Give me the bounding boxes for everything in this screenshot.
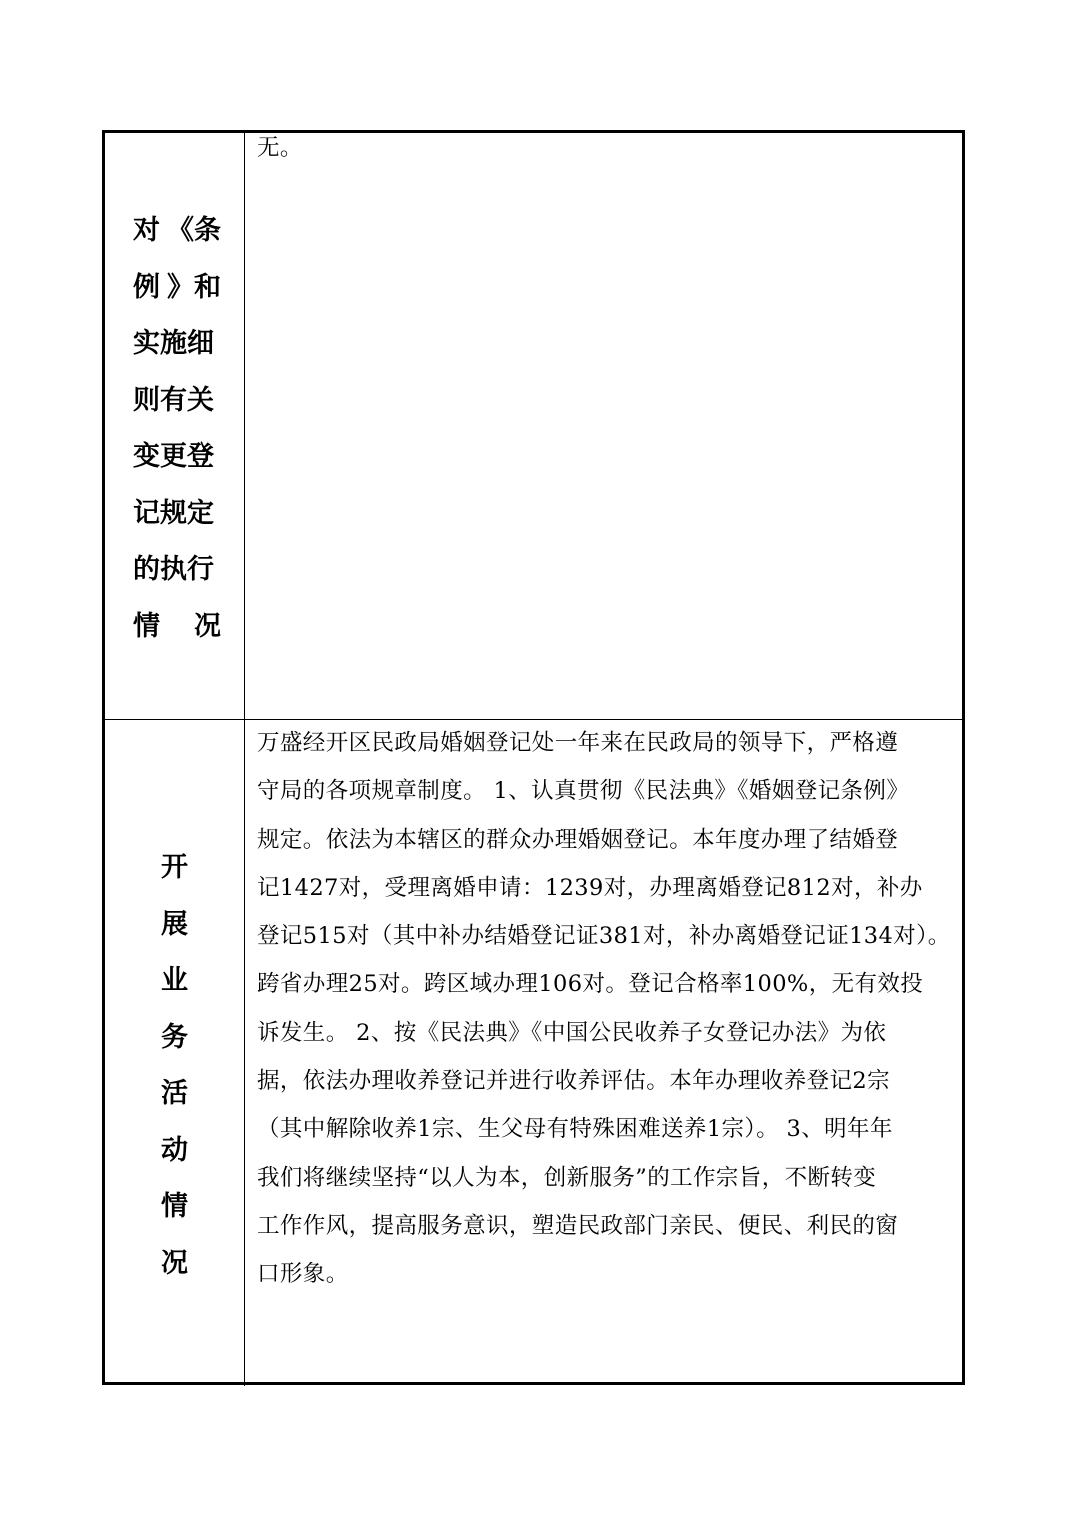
- heading-line: [133, 316, 221, 373]
- heading-char: 务: [161, 1021, 188, 1053]
- heading-line: [133, 429, 221, 486]
- heading-text: 实施细: [133, 328, 214, 359]
- content-cell-business-activities: [245, 720, 962, 1386]
- text-line: 跨省办理25对。跨区域办理106对。登记合格率100%，无有效投: [257, 971, 924, 998]
- text-line: 无。: [257, 135, 303, 161]
- heading-line: [133, 373, 221, 430]
- heading-text: 变更登: [133, 441, 214, 472]
- text-line: 规定。依法为本辖区的群众办理婚姻登记。本年度办理了结婚登: [257, 826, 899, 853]
- heading-text: 《条: [167, 215, 221, 246]
- text-line: 登记515对（其中补办结婚登记证381对，补办离婚登记证134对）。: [257, 923, 951, 950]
- heading-char: 展: [161, 908, 188, 940]
- row-heading: [133, 203, 221, 655]
- text-line: 工作作风，提高服务意识，塑造民政部门亲民、便民、利民的窗: [257, 1212, 899, 1239]
- text-line: （其中解除收养1宗、生父母有特殊困难送养1宗）。 3、明年年: [257, 1116, 893, 1143]
- label-cell-business-activities: [105, 720, 245, 1386]
- table-row-business-activities: [105, 719, 962, 1386]
- heading-line: [133, 203, 221, 260]
- cell-text: [257, 128, 952, 168]
- text-line: 万盛经开区民政局婚姻登记处一年来在民政局的领导下，严格遵: [257, 730, 899, 756]
- heading-char: 活: [161, 1078, 188, 1109]
- text-line: 守局的各项规章制度。 1、认真贯彻《民法典》《婚姻登记条例》: [257, 778, 910, 805]
- text-line: 我们将继续坚持“以人为本，创新服务”的工作宗旨，不断转变: [257, 1164, 877, 1191]
- heading-line: [133, 486, 221, 543]
- row-heading: [105, 840, 244, 1292]
- heading-line: [133, 260, 221, 317]
- heading-text: 例: [133, 271, 160, 303]
- text-line: 诉发生。 2、按《民法典》《中国公民收养子女登记办法》为依: [257, 1019, 887, 1046]
- heading-char: 业: [161, 965, 188, 996]
- table-row-change-registration: [105, 133, 962, 719]
- heading-text: 记规定: [133, 497, 214, 529]
- heading-text: 况: [194, 610, 221, 642]
- heading-char: 开: [161, 852, 188, 883]
- heading-text: 对: [133, 215, 160, 246]
- text-line: 据，依法办理收养登记并进行收养评估。本年办理收养登记2宗: [257, 1068, 891, 1095]
- text-line: 口形象。: [257, 1261, 349, 1288]
- heading-line: [133, 599, 221, 656]
- heading-text: 》和: [167, 271, 221, 303]
- heading-text: 情: [133, 610, 160, 642]
- report-table: [102, 130, 965, 1385]
- label-cell-change-registration: [105, 133, 245, 719]
- heading-text: 则有关: [133, 384, 214, 416]
- heading-char: 动: [161, 1134, 188, 1166]
- heading-char: 况: [161, 1247, 188, 1279]
- text-line: 记1427对，受理离婚申请：1239对，办理离婚登记812对，补办: [257, 874, 923, 901]
- heading-line: [133, 542, 221, 599]
- heading-text: 的执行: [133, 554, 214, 585]
- cell-text: [257, 719, 952, 1299]
- heading-char: 情: [161, 1191, 188, 1222]
- content-cell-change-registration: [245, 133, 962, 719]
